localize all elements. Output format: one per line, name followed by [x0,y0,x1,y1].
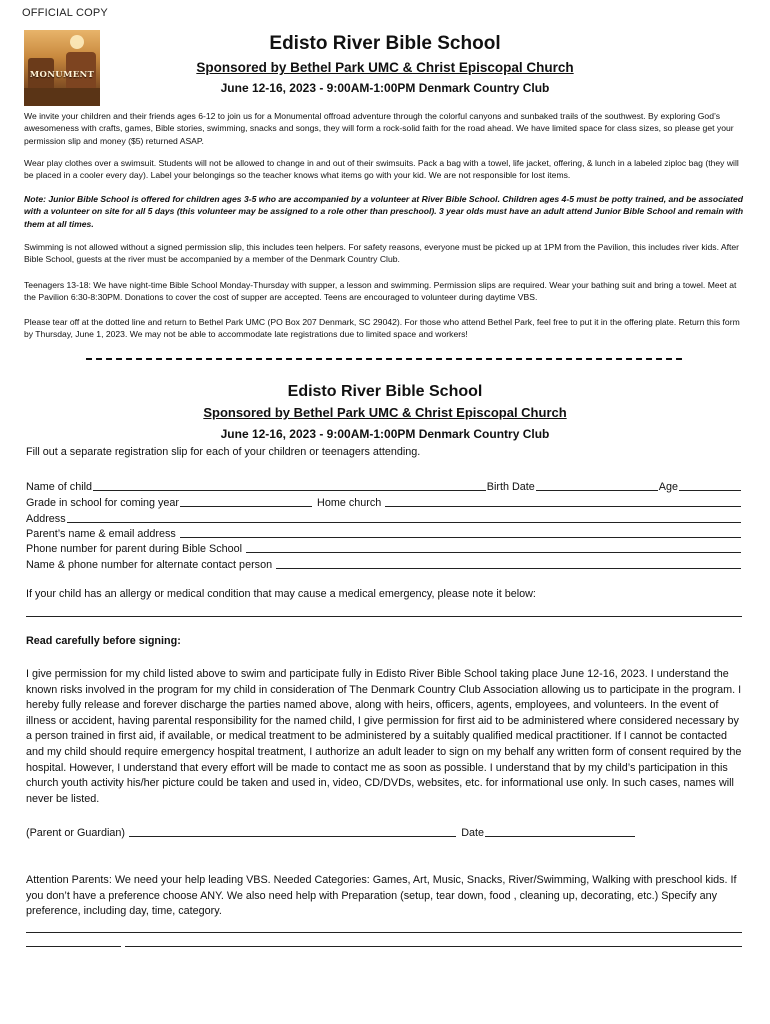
form-title: Edisto River Bible School [287,383,483,400]
birth-date-label: Birth Date [486,481,535,493]
address-field[interactable] [67,511,741,523]
child-name-row [26,477,742,493]
grade-row [26,493,742,509]
allergy-prompt: If your child has an allergy or medical condition that may cause a medical emergency, please note it below: [26,588,536,600]
alt-contact-row [26,555,742,571]
child-name-label: Name of child [26,481,93,493]
swimming-paragraph: Swimming is not allowed without a signed permission slip, this includes teen helpers. For safety reasons, everyone must be picked up at 1PM from the Pavilion, this includes river kids. After Bible School, guests at the river must be accompanied by a member of the Denmark Country Club. [24,242,740,265]
attention-paragraph: Attention Parents: We need your help leading VBS. Needed Categories: Games, Art, Music, Snacks, River/Swimming, Walking with preschool kids. If you don’t have a preference choose ANY. We also need help with Preparation (setup, tear down, food , cleaning up, decorating, etc.) Specify any preference, including day, time, category. [26,874,737,917]
parent-phone-row [26,539,742,555]
home-church-label: Home church [317,497,382,509]
signature-row [26,823,636,839]
return-instructions-paragraph: Please tear off at the dotted line and return to Bethel Park UMC (PO Box 207 Denmark, SC 29042). For those who attend Bethel Park, feel free to put it in the offering plate. Return this form by Thursday, June 1, 2023. We may not be able to accommodate late registrations due to limited space and workers! [24,317,740,340]
address-label: Address [26,513,66,525]
logo-text: MONUMENT [29,70,95,80]
home-church-field[interactable] [385,495,741,507]
form-intro: Fill out a separate registration slip for each of your children or teenagers attending. [26,446,421,458]
age-field[interactable] [679,479,741,491]
alt-contact-field[interactable] [276,557,741,569]
signature-date-label: Date [461,827,484,839]
read-carefully-heading: Read carefully before signing: [26,635,181,647]
signature-label: (Parent or Guardian) [26,827,126,839]
clothing-paragraph: Wear play clothes over a swimsuit. Students will not be allowed to change in and out of their swimsuits. Pack a bag with a towel, life jacket, offering, & lunch in a labeled ziploc bag (they will be placed in a cooler every day). Label your belongings so the teacher knows what items go with your kid. We are not responsible for lost items. [24,158,739,181]
form-sponsor-line: Sponsored by Bethel Park UMC & Christ Episcopal Church [203,405,567,420]
event-date-line: June 12-16, 2023 - 9:00AM-1:00PM Denmark Country Club [220,81,550,95]
intro-paragraph: We invite your children and their friends ages 6-12 to join us for a Monumental offroad adventure through the colorful canyons and sunbaked trails of the southwest. By exploring God’s awesomeness with crafts, games, Bible stories, swimming, snacks and songs, they will form a rock-solid faith for the road ahead. We have limited space for class sizes, so please get your permission slip and money ($5) returned ASAP. [24,111,734,146]
allergy-field[interactable] [26,616,742,617]
form-date-line: June 12-16, 2023 - 9:00AM-1:00PM Denmark Country Club [220,427,550,441]
parent-name-email-field[interactable] [180,526,741,538]
tear-off-line [86,358,682,360]
parent-phone-label: Phone number for parent during Bible School [26,543,243,555]
parent-name-row [26,524,742,540]
grade-label: Grade in school for coming year [26,497,180,509]
preference-line-1[interactable] [26,932,742,933]
alt-contact-label: Name & phone number for alternate contact person [26,559,273,571]
signature-date-field[interactable] [485,825,635,837]
grade-field[interactable] [180,495,312,507]
parent-name-label: Parent’s name & email address [26,528,176,540]
child-name-field[interactable] [93,479,486,491]
sponsor-line: Sponsored by Bethel Park UMC & Christ Episcopal Church [196,60,574,75]
address-row [26,509,742,525]
signature-field[interactable] [129,825,456,837]
age-label: Age [658,481,678,493]
permission-paragraph: I give permission for my child listed above to swim and participate fully in Edisto River Bible School taking place June 12-16, 2023. I understand the known risks involved in the program for my child in consideration of The Denmark Country Club Association allowing us to participate in the program. I hereby fully release and forever discharge the parties named above, along with heirs, officers, agents, employees, and volunteers. In the event of illness or accident, having parental responsibility for the named child, I give permission for first aid to be administered where considered necessary by a person trained in first aid, if available, or medical treatment to be administered by a suitably qualified medical practitioner. If I cannot be contacted and my child should require emergency hospital treatment, I authorize an adult leader to sign on my behalf any written form of consent required by the hospital. However, I understand that every effort will be made to contact me as soon as possible. I understand that by my child’s participation in this church youth activity his/her picture could be taken and used in, video, CD/DVDs, websites, etc. for informational use only. In such cases, names will never be listed. [26,668,742,805]
birth-date-field[interactable] [536,479,658,491]
teenagers-paragraph: Teenagers 13-18: We have night-time Bible School Monday-Thursday with supper, a lesson and swimming. Permission slips are required. Wear your bathing suit and bring a towel. Meet at the Pavilion 6:30-8:30PM. Donations to cover the cost of supper are accepted. Teens are encouraged to volunteer during daytime VBS. [24,280,737,303]
preference-line-2a[interactable] [26,946,121,947]
preference-line-2b[interactable] [125,946,742,947]
official-copy-label: OFFICIAL COPY [22,7,108,19]
page-title: Edisto River Bible School [269,33,501,54]
junior-note-paragraph: Note: Junior Bible School is offered for children ages 3-5 who are accompanied by a volunteer at River Bible School. Children ages 4-5 must be potty trained, and be associated with a volunteer on site for all 5 days (this volunteer may be assigned to a role other than preschool). 3 year olds must have an adult attend Junior Bible School and remain with them at all times. [24,194,744,229]
parent-phone-field[interactable] [246,541,741,553]
